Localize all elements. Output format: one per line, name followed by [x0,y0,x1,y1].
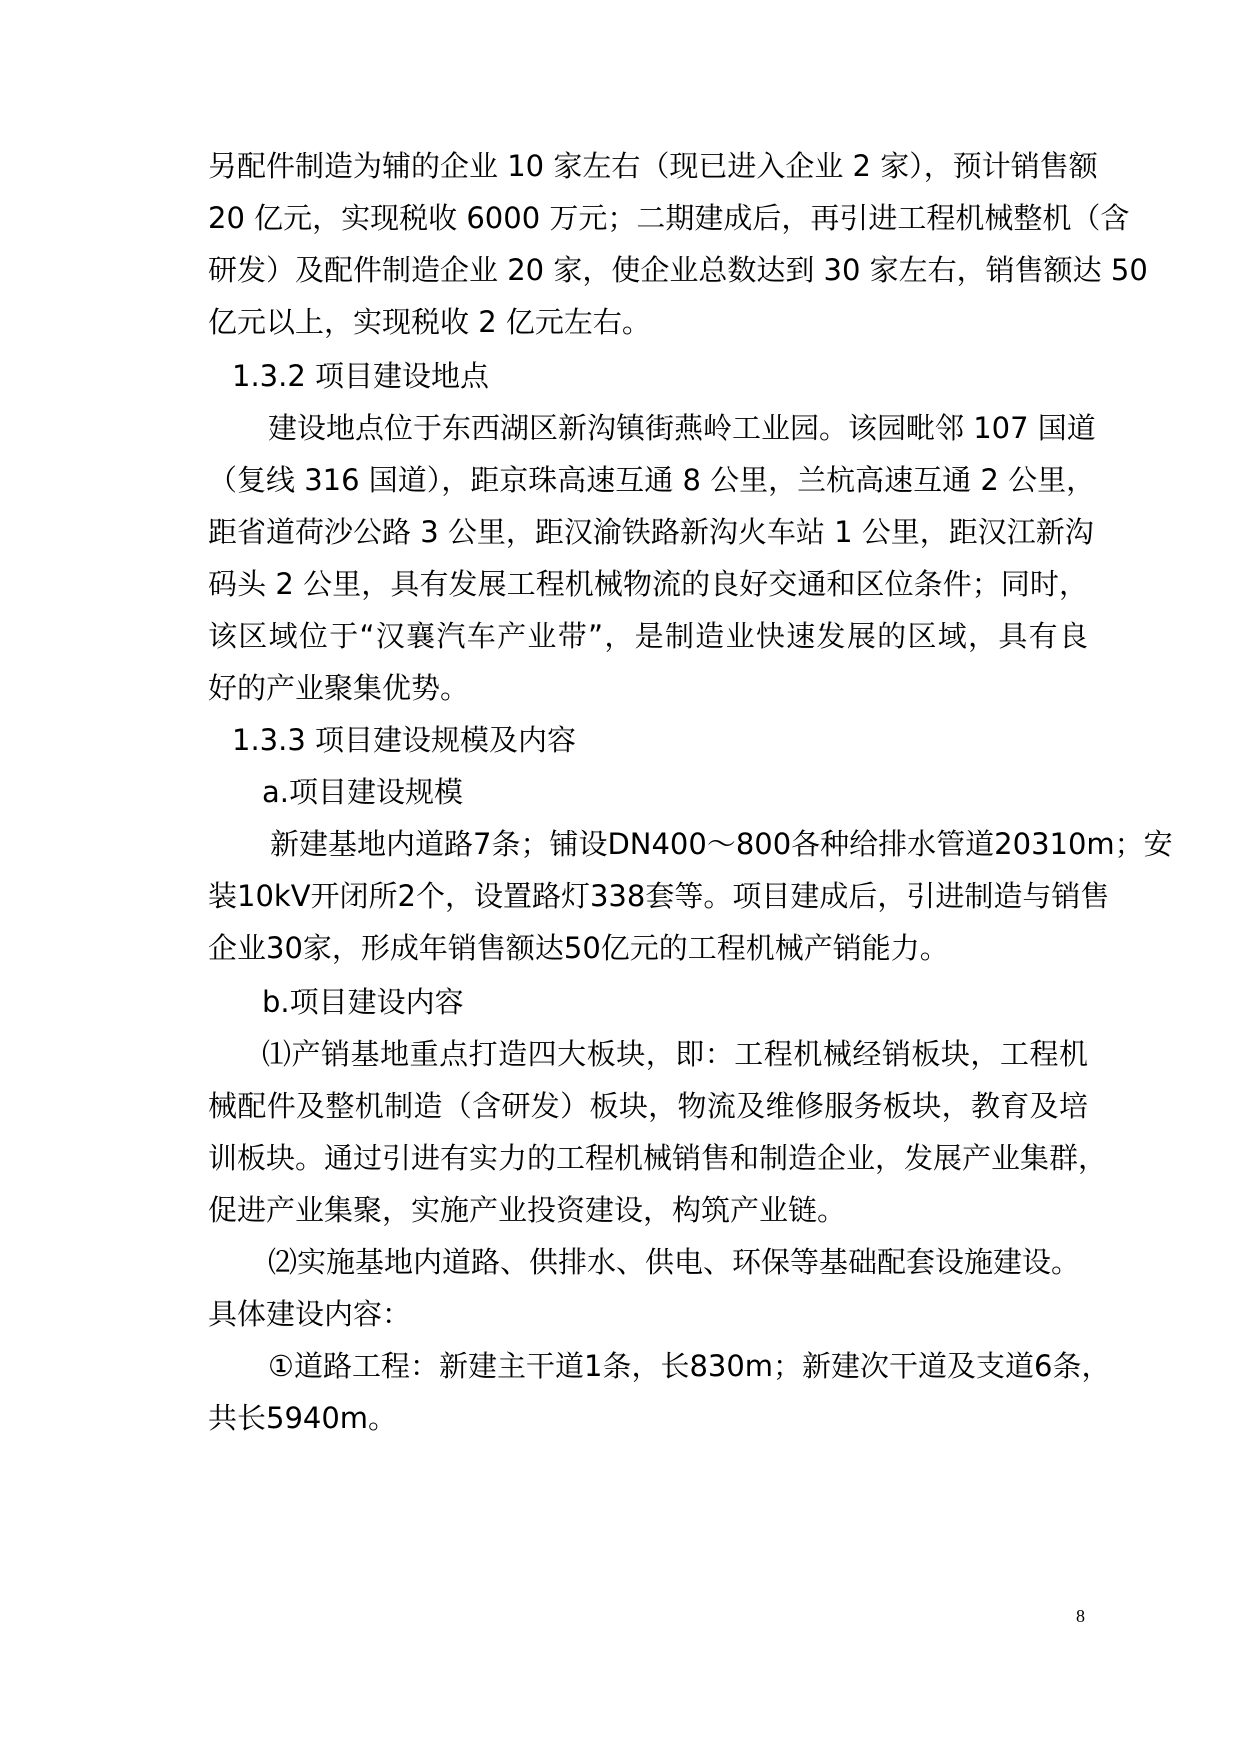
section-heading: 1.3.3 项目建设规模及内容 [232,723,577,757]
paragraph-line: 20 亿元，实现税收 6000 万元；二期建成后，再引进工程机械整机（含 [208,201,1130,235]
paragraph-line: ⑴产销基地重点打造四大板块，即：工程机械经销板块，工程机 [262,1037,1088,1071]
paragraph-line: 距省道荷沙公路 3 公里，距汉渝铁路新沟火车站 1 公里，距汉江新沟 [208,515,1094,549]
paragraph-line: ⑵实施基地内道路、供排水、供电、环保等基础配套设施建设。 [268,1245,1081,1279]
paragraph-line: ①道路工程：新建主干道1条，长830m；新建次干道及支道6条， [268,1349,1111,1383]
paragraph-line: 具体建设内容： [208,1297,412,1331]
paragraph-line: 促进产业集聚，实施产业投资建设，构筑产业链。 [208,1193,847,1227]
paragraph-line: 训板块。通过引进有实力的工程机械销售和制造企业，发展产业集群， [208,1141,1108,1175]
paragraph-line: 该区域位于“汉襄汽车产业带”，是制造业快速发展的区域，具有良 [208,619,1088,653]
paragraph-line: 装10kV开闭所2个，设置路灯338套等。项目建成后，引进制造与销售 [208,879,1110,913]
paragraph-line: 亿元以上，实现税收 2 亿元左右。 [208,305,651,339]
paragraph-line: 研发）及配件制造企业 20 家，使企业总数达到 30 家左右，销售额达 50 [208,253,1148,287]
paragraph-line: 共长5940m。 [208,1401,398,1435]
paragraph-line: 企业30家，形成年销售额达50亿元的工程机械产销能力。 [208,931,949,965]
paragraph-line: 械配件及整机制造（含研发）板块，物流及维修服务板块，教育及培 [208,1089,1088,1123]
paragraph-line: （复线 316 国道），距京珠高速互通 8 公里，兰杭高速互通 2 公里， [208,463,1096,497]
page-number: 8 [1076,1606,1085,1626]
paragraph-line: 另配件制造为辅的企业 10 家左右（现已进入企业 2 家），预计销售额 [208,149,1098,183]
paragraph-line: 新建基地内道路7条；铺设DN400～800各种给排水管道20310m；安 [270,827,1173,861]
paragraph-line: 码头 2 公里，具有发展工程机械物流的良好交通和区位条件；同时， [208,567,1088,601]
paragraph-line: 好的产业聚集优势。 [208,671,470,705]
section-heading: 1.3.2 项目建设地点 [232,359,490,393]
paragraph-line: 建设地点位于东西湖区新沟镇街燕岭工业园。该园毗邻 107 国道 [268,411,1096,445]
subsection-heading: b.项目建设内容 [262,985,464,1019]
subsection-heading: a.项目建设规模 [262,775,463,809]
